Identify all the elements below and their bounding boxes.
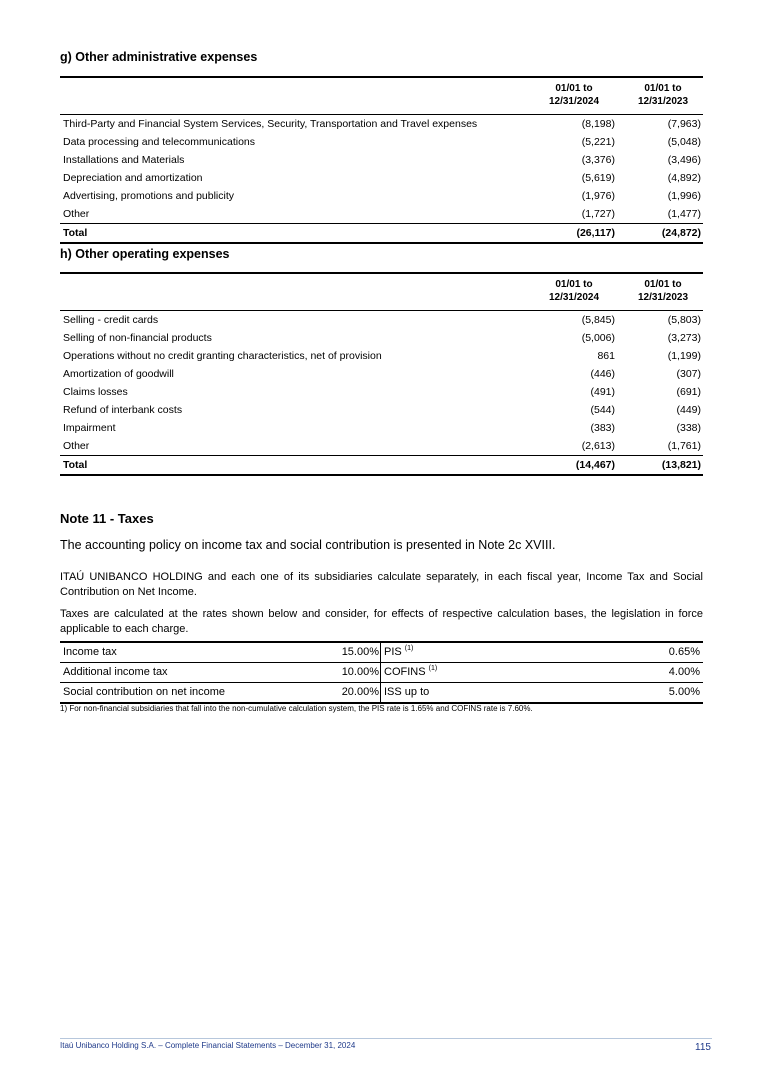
page-number: 115 bbox=[695, 1042, 711, 1053]
column-header-text: 01/01 to 12/31/2023 bbox=[637, 83, 689, 107]
tax-name-text: COFINS bbox=[384, 666, 426, 678]
value-2024: (5,221) bbox=[581, 136, 615, 148]
table-row bbox=[60, 133, 703, 151]
table-header bbox=[60, 78, 703, 115]
value-2023: (1,477) bbox=[667, 208, 701, 220]
row-label: Refund of interbank costs bbox=[63, 404, 183, 416]
value-2023: (5,803) bbox=[667, 314, 701, 326]
total-2023: (13,821) bbox=[661, 459, 701, 471]
table-body bbox=[60, 311, 703, 455]
tax-name bbox=[384, 683, 429, 702]
value-2023: (7,963) bbox=[667, 118, 701, 130]
tax-rate-row bbox=[60, 662, 703, 682]
tax-name-text: PIS bbox=[384, 646, 402, 658]
row-label: Operations without no credit granting characteristics, net of provision bbox=[63, 350, 382, 362]
table-row bbox=[60, 437, 703, 455]
tax-rate: 15.00% bbox=[341, 646, 379, 658]
value-2024: (491) bbox=[590, 386, 615, 398]
table-row bbox=[60, 115, 703, 133]
total-2024: (26,117) bbox=[576, 227, 615, 239]
row-label: Other bbox=[63, 208, 90, 220]
table-row bbox=[60, 169, 703, 187]
operating-expenses-table bbox=[60, 272, 703, 476]
section-g-title: g) Other administrative expenses bbox=[60, 50, 258, 64]
column-header-2023 bbox=[623, 278, 703, 304]
table-row bbox=[60, 419, 703, 437]
footer-text: Itaú Unibanco Holding S.A. – Complete Financial Statements – December 31, 2024 bbox=[60, 1041, 356, 1050]
value-2024: (5,845) bbox=[581, 314, 615, 326]
column-divider bbox=[380, 683, 381, 702]
tax-name bbox=[384, 663, 437, 682]
tax-name: Social contribution on net income bbox=[63, 686, 226, 698]
footnote: 1) For non-financial subsidiaries that fall into the non-cumulative calculation system, the PIS rate is 1.65% and COFINS rate is 7.60%. bbox=[60, 704, 533, 713]
table-row bbox=[60, 365, 703, 383]
value-2023: (3,496) bbox=[667, 154, 701, 166]
tax-rate: 20.00% bbox=[341, 686, 379, 698]
value-2023: (5,048) bbox=[667, 136, 701, 148]
total-row bbox=[60, 455, 703, 476]
table-row bbox=[60, 329, 703, 347]
table-row bbox=[60, 187, 703, 205]
tax-rate-row bbox=[60, 682, 703, 702]
tax-name: Additional income tax bbox=[63, 666, 168, 678]
row-label: Impairment bbox=[63, 422, 116, 434]
value-2023: (1,996) bbox=[667, 190, 701, 202]
value-2024: (1,727) bbox=[581, 208, 615, 220]
value-2023: (1,761) bbox=[667, 440, 701, 452]
row-label: Advertising, promotions and publicity bbox=[63, 190, 235, 202]
column-header-text: 01/01 to 12/31/2024 bbox=[548, 83, 600, 107]
value-2024: (544) bbox=[590, 404, 615, 416]
tax-rate: 0.65% bbox=[668, 646, 700, 658]
column-divider bbox=[380, 663, 381, 682]
row-label: Other bbox=[63, 440, 90, 452]
tax-rate: 5.00% bbox=[668, 686, 700, 698]
value-2023: (4,892) bbox=[667, 172, 701, 184]
tax-rates-table bbox=[60, 641, 703, 704]
row-label: Installations and Materials bbox=[63, 154, 185, 166]
row-label: Depreciation and amortization bbox=[63, 172, 203, 184]
value-2024: (1,976) bbox=[581, 190, 615, 202]
table-row bbox=[60, 205, 703, 223]
total-label: Total bbox=[63, 227, 88, 239]
note-11-lead: The accounting policy on income tax and social contribution is presented in Note 2c XVIII. bbox=[60, 538, 556, 552]
value-2024: (8,198) bbox=[581, 118, 615, 130]
value-2023: (449) bbox=[676, 404, 701, 416]
total-2023: (24,872) bbox=[661, 227, 701, 239]
value-2023: (1,199) bbox=[667, 350, 701, 362]
tax-name-text: ISS up to bbox=[384, 686, 430, 698]
row-label: Third-Party and Financial System Services, Security, Transportation and Travel expenses bbox=[63, 118, 478, 130]
tax-rate: 4.00% bbox=[668, 666, 700, 678]
total-label: Total bbox=[63, 459, 88, 471]
column-header-2024 bbox=[534, 278, 614, 304]
column-divider bbox=[380, 643, 381, 662]
note-11-paragraph-2: Taxes are calculated at the rates shown below and consider, for effects of respective calculation bases, the legislation in force applicable to each charge. bbox=[60, 608, 703, 635]
table-row bbox=[60, 383, 703, 401]
row-label: Claims losses bbox=[63, 386, 128, 398]
value-2023: (3,273) bbox=[667, 332, 701, 344]
total-2024: (14,467) bbox=[575, 459, 615, 471]
value-2024: (446) bbox=[590, 368, 615, 380]
section-h-title: h) Other operating expenses bbox=[60, 247, 230, 261]
table-row bbox=[60, 401, 703, 419]
table-body bbox=[60, 115, 703, 223]
column-header-text: 01/01 to 12/31/2023 bbox=[637, 279, 689, 303]
total-row bbox=[60, 223, 703, 244]
row-label: Selling - credit cards bbox=[63, 314, 159, 326]
value-2024: (5,006) bbox=[581, 332, 615, 344]
value-2023: (307) bbox=[676, 368, 701, 380]
row-label: Amortization of goodwill bbox=[63, 368, 174, 380]
value-2024: (3,376) bbox=[581, 154, 615, 166]
value-2024: (2,613) bbox=[581, 440, 615, 452]
footnote-marker: (1) bbox=[404, 645, 414, 652]
tax-rate-row bbox=[60, 643, 703, 662]
note-11-title: Note 11 - Taxes bbox=[60, 511, 154, 526]
value-2023: (338) bbox=[676, 422, 701, 434]
table-header bbox=[60, 274, 703, 311]
row-label: Selling of non-financial products bbox=[63, 332, 212, 344]
tax-name bbox=[384, 643, 413, 662]
table-row bbox=[60, 347, 703, 365]
table-row bbox=[60, 151, 703, 169]
footnote-marker: (1) bbox=[428, 665, 438, 672]
admin-expenses-table bbox=[60, 76, 703, 244]
tax-name: Income tax bbox=[63, 646, 117, 658]
footer-divider bbox=[60, 1038, 712, 1039]
column-header-text: 01/01 to 12/31/2024 bbox=[548, 279, 600, 303]
column-header-2024 bbox=[534, 82, 614, 108]
value-2024: 861 bbox=[597, 350, 615, 362]
value-2024: (5,619) bbox=[581, 172, 615, 184]
value-2023: (691) bbox=[676, 386, 701, 398]
row-label: Data processing and telecommunications bbox=[63, 136, 256, 148]
column-header-2023 bbox=[623, 82, 703, 108]
note-11-paragraph-1: ITAÚ UNIBANCO HOLDING and each one of its subsidiaries calculate separately, in each fiscal year, Income Tax and Social Contribution on Net Income. bbox=[60, 571, 703, 598]
value-2024: (383) bbox=[590, 422, 615, 434]
table-row bbox=[60, 311, 703, 329]
tax-rate: 10.00% bbox=[341, 666, 379, 678]
